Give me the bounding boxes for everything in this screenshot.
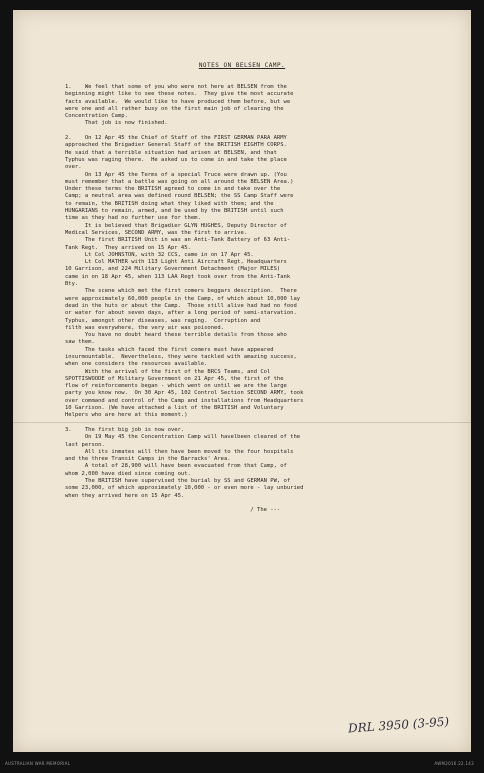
document-title: NOTES ON BELSEN CAMP. <box>198 62 286 69</box>
paper-fold-line <box>13 422 471 423</box>
document-page <box>13 10 471 752</box>
handwritten-reference-note: DRL 3950 (3-95) <box>347 714 450 736</box>
footer-bar <box>0 752 484 773</box>
footer-credit: AUSTRALIAN WAR MEMORIAL <box>5 761 71 766</box>
footer-accession-number: AWM2016.22.143 <box>434 761 474 766</box>
document-body-text: 1. We feel that some of you who were not here at BELSEN from the beginning might like to see these notes. They give the most accurate facts available. We would like to have produced them before, but we were one and all rather busy on the first main job of clearing the Concentration Camp. That job is now finished. 2. On 12 Apr 45 the Chief of Staff of the FIRST GERMAN PARA ARMY approached the Brigadier General Staff of the BRITISH EIGHTH CORPS. He said that a terrible situation had arisen at BELSEN, and that Typhus was raging there. He asked us to come in and take the place over. On 13 Apr 45 the Terms of a special Truce were drawn up. (You must remember that a battle was going on all around the BELSEN Area.) Under these terms the BRITISH agreed to come in and take over the Camp; a neutral area was defined round BELSEN; the SS Camp Staff were to remain, the BRITISH doing what they liked with them; and the HUNGARIANS to remain, armed, and be used by the BRITISH until such time as they had no further use for them. It is believed that Brigadier GLYN HUGHES, Deputy Director of Medical Services, SECOND ARMY, was the first to arrive. The first BRITISH Unit in was an Anti-Tank Battery of 63 Anti- Tank Regt. They arrived on 15 Apr 45. Lt Col JOHNSTON, with 32 CCS, came in on 17 Apr 45. Lt Col MATHER with 113 Light Anti Aircraft Regt, Headquarters 10 Garrison, and 224 Military Government Detachment (Major MILES) came in on 18 Apr 45, when 113 LAA Regt took over from the Anti-Tank Bty. The scene which met the first comers beggars description. There were approximately 60,000 people in the Camp, of which about 10,000 lay dead in the huts or about the Camp. Those still alive had had no food or water for about seven days, after a long period of semi-starvation. Typhus, amongst other diseases, was raging. Corruption and filth was everywhere, the very air was poisoned. You have no doubt heard these terrible details from those who saw them. The tasks which faced the first comers must have appeared insurmountable. Nevertheless, they were tackled with amazing success, when one considers the resources available. With the arrival of the first of the BRCS Teams, and Col SPOTTISWOODE of Military Government on 21 Apr 45, the first of the flow of reinforcements began - which went on until we are the large party you know now. On 30 Apr 45, 102 Control Section SECOND ARMY, took over command and control of the Camp and installations from Headquarters 10 Garrison. (We have attached a list of the BRITISH and Voluntary Helpers who are here at this moment.) 3. The first big job is now over. On 19 May 45 the Concentration Camp will havelbeen cleared of the last person. All its inmates will then have been moved to the four hospitals and the three Transit Camps in the Barracks' Area. A total of 28,900 will have been evacuated from that Camp, of whom 2,000 have died since coming out. The BRITISH have supervised the burial by SS and GERMAN PW, of some 23,000, of which approximately 10,000 - or even more - lay unburied when they arrived here on 15 Apr 45. / The --- <box>65 84 304 514</box>
